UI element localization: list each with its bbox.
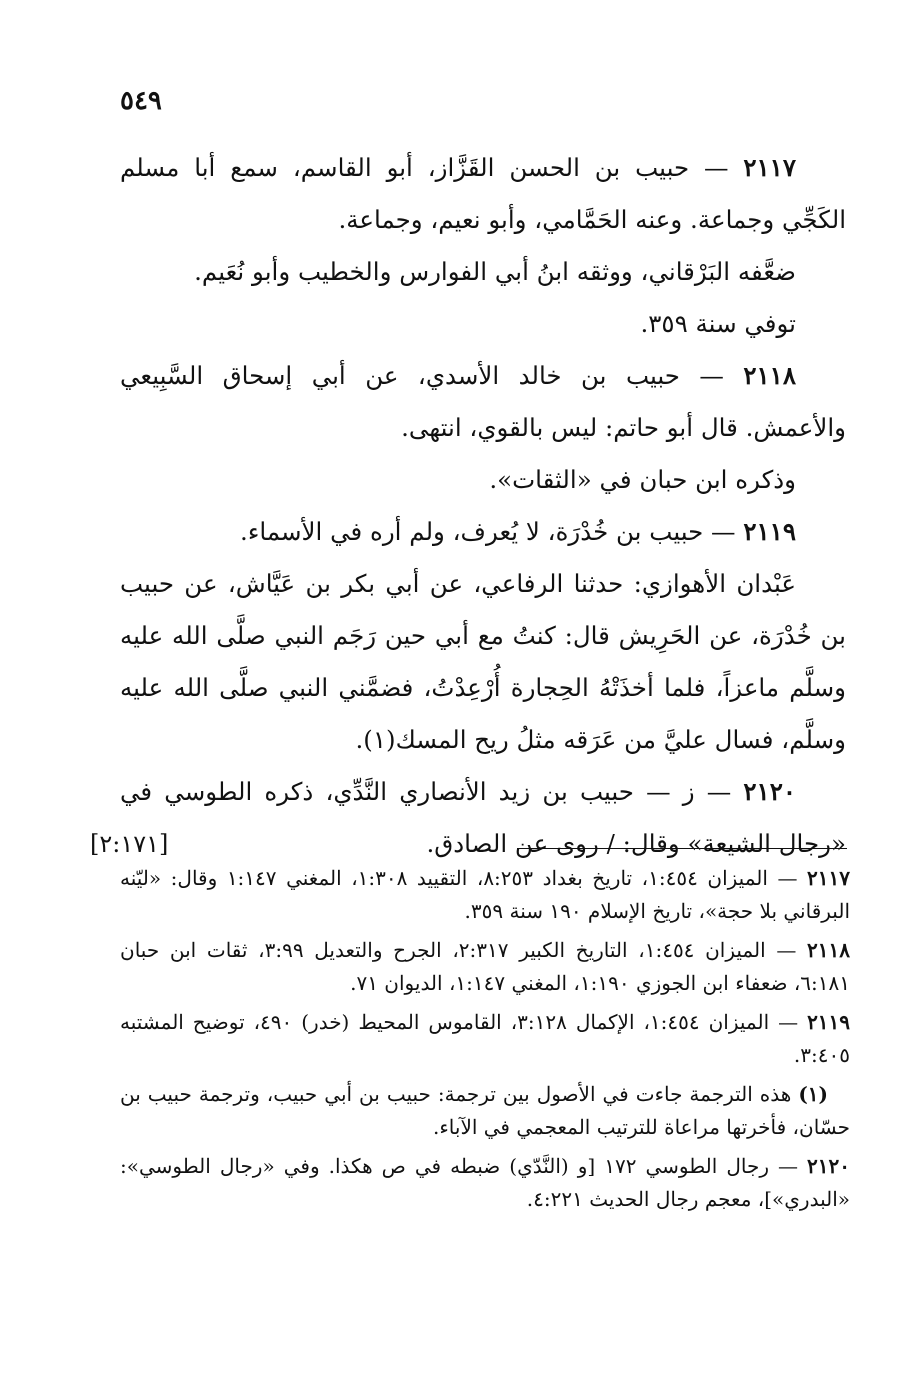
footnote: ٢١١٧ — الميزان ١:٤٥٤، تاريخ بغداد ٨:٢٥٣، التقييد ١:٣٠٨، المغني ١:١٤٧ وقال: «ليّنه البرقاني بلا حجة»، تاريخ الإسلام ١٩٠ سنة ٣٥٩. <box>120 866 851 923</box>
entry-number: ٢١١٩ <box>743 517 796 546</box>
entry-number: ٢١١٧ <box>743 153 796 182</box>
footnote: ٢١١٩ — الميزان ١:٤٥٤، الإكمال ٣:١٢٨، القاموس المحيط (خدر) ٤٩٠، توضيح المشتبه ٣:٤٠٥. <box>120 1010 851 1067</box>
entry-2120-intro: ٢١٢٠ — ز — حبيب بن زيد الأنصاري النَّدِّي، ذكره الطوسي في «رجال الشيعة» وقال: / روى عن الصادق. [٢:١٧١] <box>120 766 846 870</box>
footnote: (١) هذه الترجمة جاءت في الأصول بين ترجمة: حبيب بن أبي حبيب، وترجمة حبيب بن حسّان، فأخرتها مراعاة للترتيب المعجمي في الآباء. <box>120 1082 850 1139</box>
page-number: ٥٤٩ <box>120 86 162 116</box>
footnote: ٢١٢٠ — رجال الطوسي ١٧٢ [و (النَّدّي) ضبطه في ص هكذا. وفي «رجال الطوسي»: «البدري»]، معجم رجال الحديث ٤:٢٢١. <box>120 1154 850 1211</box>
page-reference-marker: [٢:١٧١] <box>90 830 169 858</box>
entry-number: ٢١١٨ <box>743 361 796 390</box>
main-text <box>90 142 846 870</box>
entry-2117-paragraph: توفي سنة ٣٥٩. <box>640 309 796 338</box>
entry-2118-intro: ٢١١٨ — حبيب بن خالد الأسدي، عن أبي إسحاق السَّبِيعي والأعمش. قال أبو حاتم: ليس بالقوي، انتهى. <box>120 361 846 442</box>
entry-2117-paragraph: ضعَّفه البَرْقاني، ووثقه ابنُ أبي الفوارس والخطيب وأبو نُعَيم. <box>194 257 796 286</box>
entry-number: ٢١٢٠ <box>743 777 797 806</box>
entry-2119-intro: ٢١١٩ — حبيب بن خُدْرَة، لا يُعرف، ولم أره في الأسماء. <box>240 517 796 546</box>
footnote: ٢١١٨ — الميزان ١:٤٥٤، التاريخ الكبير ٢:٣١٧، الجرح والتعديل ٣:٩٩، ثقات ابن حبان ٦:١٨١، ضعفاء ابن الجوزي ١:١٩٠، المغني ١:١٤٧، الديوان ٧١. <box>120 938 850 995</box>
entry-2118-paragraph: وذكره ابن حبان في «الثقات». <box>489 465 796 494</box>
entry-2117-intro: ٢١١٧ — حبيب بن الحسن القَزَّاز، أبو القاسم، سمع أبا مسلم الكَجِّي وجماعة. وعنه الحَمَّامي، وأبو نعيم، وجماعة. <box>120 153 846 234</box>
footnotes <box>120 862 850 1222</box>
footnote-divider <box>517 848 847 849</box>
entry-2119-paragraph: عَبْدان الأهوازي: حدثنا الرفاعي، عن أبي بكر بن عَيَّاش، عن حبيب بن خُدْرَة، عن الحَرِيش قال: كنتُ مع أبي حين رَجَم النبي صلَّى الله عليه وسلَّم ماعزاً، فلما أخذَتْهُ الحِجارة أُرْعِدْتُ، فضمَّني النبي صلَّى الله عليه وسلَّم، فسال عليَّ من عَرَقه مثلُ ريح المسك(١). <box>120 569 846 754</box>
